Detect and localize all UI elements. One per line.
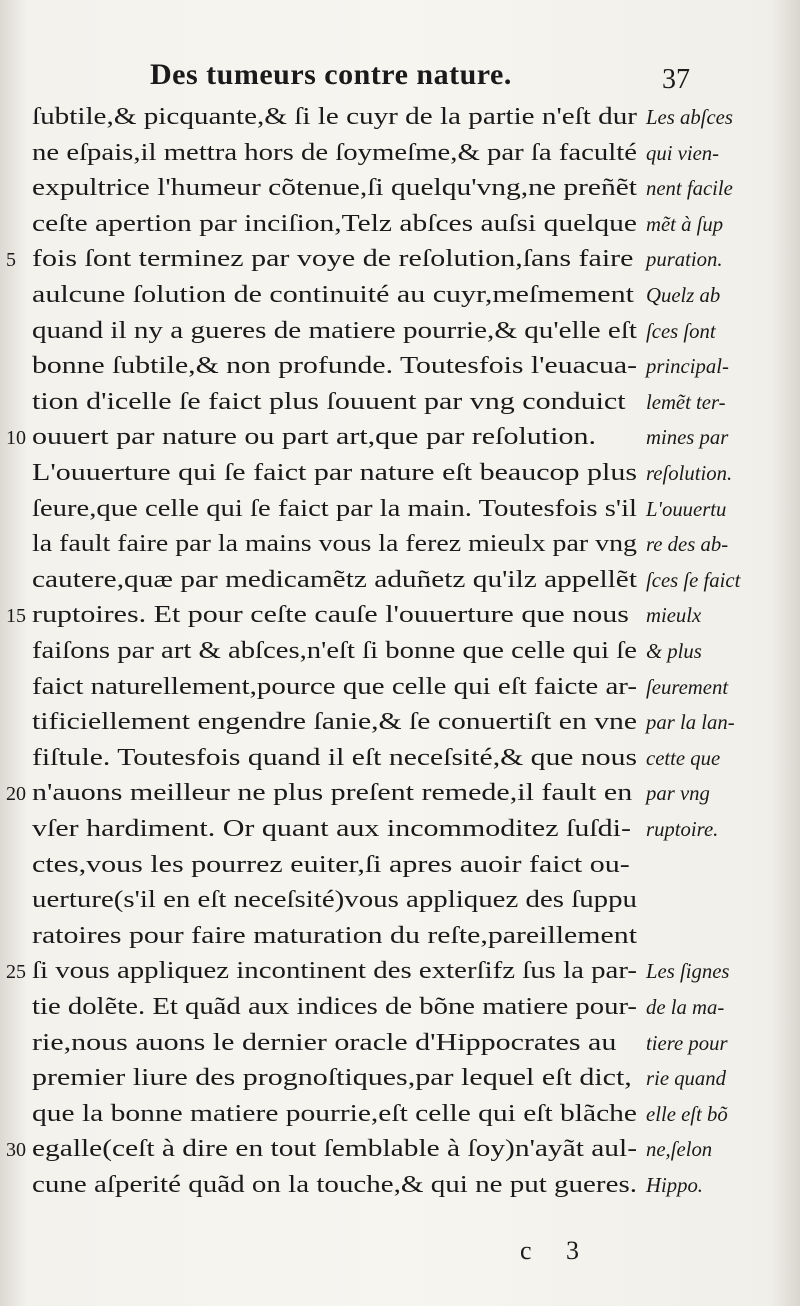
line-text: ruptoires. Et pour ceſte cauſe l'ouuerture que nous [32,602,629,629]
text-line [32,350,642,383]
margin-note: Les ſignes [646,959,730,984]
margin-note [646,920,794,953]
text-line [32,493,642,526]
text-line [32,457,642,490]
margin-note: rie quand [646,1066,726,1091]
text-line [32,137,642,170]
line-text: la fault faire par la mains vous la ferez mieulx par vng [32,531,637,558]
margin-note: Quelz ab [646,283,721,307]
text-line [32,706,642,739]
text-line [32,279,642,312]
text-line: 20 n'auons meilleur ne plus preſent remede,il fault en [32,777,642,810]
margin-note: Les abſces [646,105,733,129]
margin-note [646,849,794,882]
page-number: 37 [662,64,690,95]
signature-mark: c 3 [520,1236,594,1265]
line-text: ne eſpais,il mettra hors de ſoymeſme,& par ſa faculté [32,139,637,166]
line-text: tion d'icelle ſe faict plus ſouuent par vng conduict [32,388,626,415]
text-line [32,742,642,775]
text-line [32,101,642,134]
margin-note: ruptoire. [646,817,719,841]
margin-note: tiere pour [646,1030,728,1055]
margin-note: ne,ſelon [646,1137,713,1162]
line-text: ouuert par nature ou part art,que par reſolution. [32,424,596,451]
line-text: fois ſont terminez par voye de reſolution,ſans faire [32,246,634,273]
margin-note: nent facile [646,176,733,201]
margin-note: ſces ſe faict [646,567,741,592]
running-head-title: Des tumeurs contre nature. [150,58,512,91]
text-line [32,386,642,419]
line-text: egalle(ceſt à dire en tout ſemblable à ſoy)n'ayãt aul- [32,1136,637,1163]
text-line [32,991,642,1024]
margin-note: ſces ſont [646,318,716,343]
margin-note: puration. [646,247,723,272]
text-line [32,849,642,882]
margin-note: re des ab- [646,532,729,557]
text-line [32,1027,642,1060]
margin-note: & plus [646,639,702,663]
line-text: expultrice l'humeur cõtenue,ſi quelqu'vng,ne preñẽt [32,175,637,202]
line-text: rie,nous auons le dernier oracle d'Hippocrates au [32,1029,617,1056]
margin-note: L'ouuertu [646,496,727,521]
text-line [32,813,642,846]
margin-note: Hippo. [646,1173,703,1197]
line-text: aulcune ſolution de continuité au cuyr,meſmement [32,282,634,308]
text-line [32,564,642,597]
text-line [32,1062,642,1095]
margin-note: par la lan- [646,710,735,735]
text-line [32,1169,642,1202]
text-line [32,208,642,241]
line-text: vſer hardiment. Or quant aux incommoditez ſuſdi- [32,816,632,842]
line-text: ſi vous appliquez incontinent des exterſifz ſus la par- [32,958,637,985]
line-text: tie dolẽte. Et quãd aux indices de bõne matiere pour- [32,994,637,1020]
text-line: 30 egalle(ceſt à dire en tout ſemblable à ſoy)n'ayãt aul- [32,1133,642,1166]
line-text: ratoires pour faire maturation du reſte,pareillement [32,922,637,949]
text-line [32,635,642,668]
text-line [32,315,642,348]
margin-note: reſolution. [646,461,733,485]
line-text: fiſtule. Toutesfois quand il eſt neceſsité,& que nous [32,744,637,771]
margin-note: qui vien- [646,140,720,165]
text-line: 15 ruptoires. Et pour ceſte cauſe l'ouuerture que nous [32,599,642,632]
line-text: L'ouuerture qui ſe faict par nature eſt beaucop plus [32,460,637,486]
margin-note: mines par [646,425,729,450]
text-line: 10 ouuert par nature ou part art,que par reſolution. [32,421,642,454]
line-text: ſeure,que celle qui ſe faict par la main. Toutesfois s'il [32,495,637,522]
margin-note: principal- [646,354,729,379]
line-text: premier liure des prognoſtiques,par lequel eſt dict, [32,1065,632,1092]
margin-note: par vng [646,781,710,806]
text-line [32,1098,642,1131]
line-text: uerture(s'il en eſt neceſsité)vous appliquez des ſuppu [32,887,637,914]
line-text: quand il ny a gueres de matiere pourrie,& qu'elle eſt [32,317,637,344]
line-text: ctes,vous les pourrez euiter,ſi apres auoir faict ou- [32,851,630,878]
text-line [32,172,642,205]
line-text: cautere,quæ par medicamẽtz aduñetz qu'ilz appellẽt [32,566,637,593]
margin-note: lemẽt ter- [646,389,726,414]
line-text: n'auons meilleur ne plus preſent remede,il fault en [32,780,633,807]
margin-note: mẽt à ſup [646,211,724,236]
line-text: cune aſperité quãd on la touche,& qui ne put gueres. [32,1172,637,1198]
margin-note [646,884,794,917]
margin-note: de la ma- [646,995,725,1019]
text-line [32,528,642,561]
line-text: faiſons par art & abſces,n'eſt ſi bonne que celle qui ſe [32,638,637,664]
text-line [32,671,642,704]
line-text: ceſte apertion par inciſion,Telz abſces auſsi quelque [32,210,637,237]
text-line: 25 ſi vous appliquez incontinent des exterſifz ſus la par- [32,955,642,988]
margin-note: ſeurement [646,674,729,699]
line-text: tificiellement engendre ſanie,& ſe conuertiſt en vne [32,709,637,736]
line-text: bonne ſubtile,& non profunde. Toutesfois l'euacua- [32,353,637,380]
line-text: faict naturellement,pource que celle qui eſt faicte ar- [32,673,637,700]
line-text: que la bonne matiere pourrie,eſt celle qui eſt blãche [32,1100,637,1127]
text-line: 5 fois ſont terminez par voye de reſolution,ſans faire [32,243,642,276]
margin-note: elle eſt bõ [646,1101,728,1126]
margin-note: mieulx [646,603,702,628]
text-line [32,920,642,953]
line-text: ſubtile,& picquante,& ſi le cuyr de la partie n'eſt dur [32,104,637,130]
margin-note: cette que [646,745,721,770]
text-line [32,884,642,917]
